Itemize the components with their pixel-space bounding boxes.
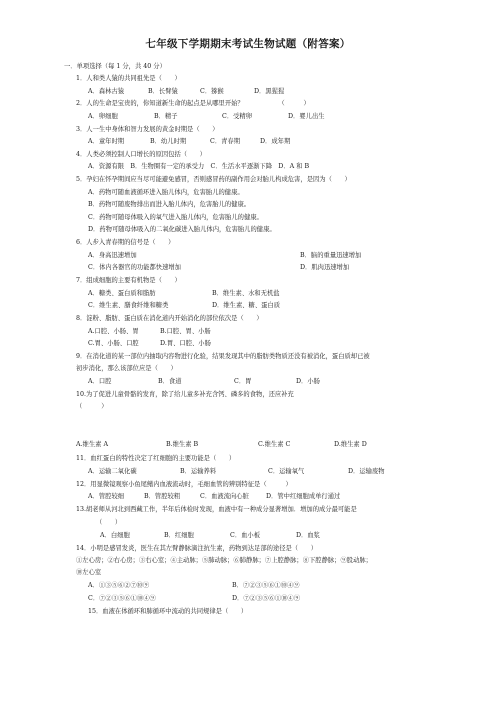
question-9-stem: 9．在消化道的某一部位内抽取内容物进行化验，结果发现其中的脂肪类物质还没有被消化，蛋白质却已被 <box>76 353 370 360</box>
option-b: B．药物可随废物排出而进入胎儿体内，危害胎儿的健康。 <box>88 201 251 208</box>
option-d: D．运输废物 <box>348 468 385 475</box>
option-c: C．受精卵 <box>222 113 253 120</box>
option-a: A．糖类、蛋白质和脂肪 <box>88 290 156 297</box>
question-2-stem: 2．人的生命是宝贵的，你知道新生命的起点是从哪里开始？ （ ） <box>76 100 310 107</box>
option-a: A．卵细胞 <box>88 113 118 120</box>
question-4-stem: 4．人类必须控制人口增长的原因包括（ ） <box>76 151 206 158</box>
option-d: D．肌肉迅速增加 <box>300 264 350 271</box>
option-b: B．长臂猿 <box>148 88 178 95</box>
question-1-stem: 1．人和类人猿的共同祖先是（ ） <box>76 75 181 82</box>
option-a: A．药物可随血液循环进入胎儿体内，危害胎儿的健康。 <box>88 189 244 196</box>
section-heading: 一．单项选择（每 1 分，共 40 分） <box>64 63 166 70</box>
page-title: 七年级下学期期末考试生物试题（附答案） <box>145 38 351 50</box>
question-14-sequence-cont: ⑩左心室 <box>76 569 102 576</box>
question-14-sequence: ①左心房；②右心房；③右心室；④主动脉；⑤肺动脉；⑥肺静脉；⑦上腔静脉；⑧下腔静脉；⑨股动脉； <box>76 557 372 564</box>
option-c: C.维生素 C <box>258 441 291 448</box>
question-6-stem: 6．人步入青春期的信号是（ ） <box>76 239 175 246</box>
option-a: A．①③⑤⑥②⑦⑩⑨ <box>88 582 150 589</box>
option-d: D.维生素 D <box>334 441 367 448</box>
question-4-options: A．资源有限 B．生物圈有一定的承受力 C．生活水平逐渐下降 D．A 和 B <box>88 163 310 170</box>
option-d: D．维生素、糖、蛋白质 <box>212 302 281 309</box>
option-c: C．青春期 <box>210 138 241 145</box>
option-d: D．小肠 <box>296 378 320 385</box>
question-12-stem: 12．用显微镜观察小鱼尾鳍内血液流动时，毛细血管的辨别特征是（ ） <box>76 481 292 488</box>
option-c: C．维生素、膳食纤维和糖类 <box>88 302 169 309</box>
option-c: C．胃 <box>234 378 252 385</box>
question-10-paren: （ ） <box>76 403 108 410</box>
question-13-paren: （ ） <box>96 519 122 526</box>
option-c: C．⑦②③⑤⑥①⑩④⑨ <box>88 595 156 602</box>
option-b: B．脑的重量迅速增加 <box>300 252 362 259</box>
option-d: D．婴儿出生 <box>288 113 325 120</box>
option-b: B．红细胞 <box>164 532 194 539</box>
option-d: D．黑猩猩 <box>254 88 285 95</box>
option-a: A．运输二氧化碳 <box>88 468 137 475</box>
option-a: A.维生素 A <box>76 441 108 448</box>
question-7-stem: 7．组成细胞的主要有机物是（ ） <box>76 277 181 284</box>
option-b: B．管腔较粗 <box>144 493 181 500</box>
option-d: D．⑦②③⑤⑥①⑩④⑨ <box>232 595 301 602</box>
option-b: B.维生素 B <box>166 441 199 448</box>
option-d: D．药物可随母体吸入的二氧化碳进入胎儿体内，危害胎儿的健康。 <box>88 226 276 233</box>
question-15-stem: 15．血液在体循环和肺循环中流动的共同规律是（ ） <box>88 608 248 615</box>
option-c: C．体内各器官的功能都快速增加 <box>88 264 181 271</box>
option-c: C．血小板 <box>230 532 261 539</box>
question-11-stem: 11．血红蛋白的特性决定了红细胞的主要功能是（ ） <box>76 455 236 462</box>
option-c: C．药物可随母体吸入的氧气进入胎儿体内，危害胎儿的健康。 <box>88 214 263 221</box>
question-8-stem: 8．淀粉、脂肪、蛋白质在消化道内开始消化的部位依次是（ ） <box>76 315 263 322</box>
option-c: C.胃、小肠、口腔 <box>88 340 139 347</box>
option-a: A．管腔较细 <box>88 493 125 500</box>
option-c: C．血液流向心脏 <box>200 493 249 500</box>
question-13-stem: 13.胡老师从河北到西藏工作，半年后体检时发现，血液中有一种成分显著增加．增加的成分最可能是 <box>76 506 357 513</box>
question-3-stem: 3．人一生中身体和智力发展的黄金时期是（ ） <box>76 126 219 133</box>
option-a: A．童年时期 <box>88 138 125 145</box>
option-c: C．猕猴 <box>200 88 224 95</box>
question-14-stem: 14．小明是感冒发炎，医生在其左臂静脉滴注抗生素，药物到达足部的途径是（ ） <box>76 545 317 552</box>
option-d: D．成年期 <box>260 138 291 145</box>
option-d: D．血浆 <box>296 532 320 539</box>
option-b: B．⑦②③⑤⑥①⑩④⑨ <box>232 582 300 589</box>
option-a: A．口腔 <box>88 378 112 385</box>
option-d: D.胃、口腔、小肠 <box>160 340 211 347</box>
option-d: D．管中红细胞成单行通过 <box>266 493 341 500</box>
option-a: A．身高迅速增加 <box>88 252 137 259</box>
question-10-stem: 10.为了促进儿童骨骼的发育，除了给儿童多补充含钙、磷多的食物，还应补充 <box>76 391 294 398</box>
question-9-stem-cont: 初步消化，那么该部位应是（ ） <box>76 365 177 372</box>
option-c: C．运输氧气 <box>268 468 305 475</box>
option-a: A．白细胞 <box>100 532 130 539</box>
option-b: B.口腔、胃、小肠 <box>160 328 211 335</box>
question-5-stem: 5．孕妇在怀孕期间应当尽可能避免感冒，否则感冒药的副作用会对胎儿构成危害，是因为（ ） <box>76 176 351 183</box>
option-b: B．维生素、水和无机盐 <box>212 290 280 297</box>
option-a: A．森林古猿 <box>88 88 125 95</box>
option-b: B．食道 <box>158 378 182 385</box>
option-a: A.口腔、小肠、胃 <box>88 328 139 335</box>
option-b: B．运输养料 <box>180 468 217 475</box>
option-b: B．精子 <box>154 113 178 120</box>
option-b: B．幼儿时期 <box>150 138 187 145</box>
